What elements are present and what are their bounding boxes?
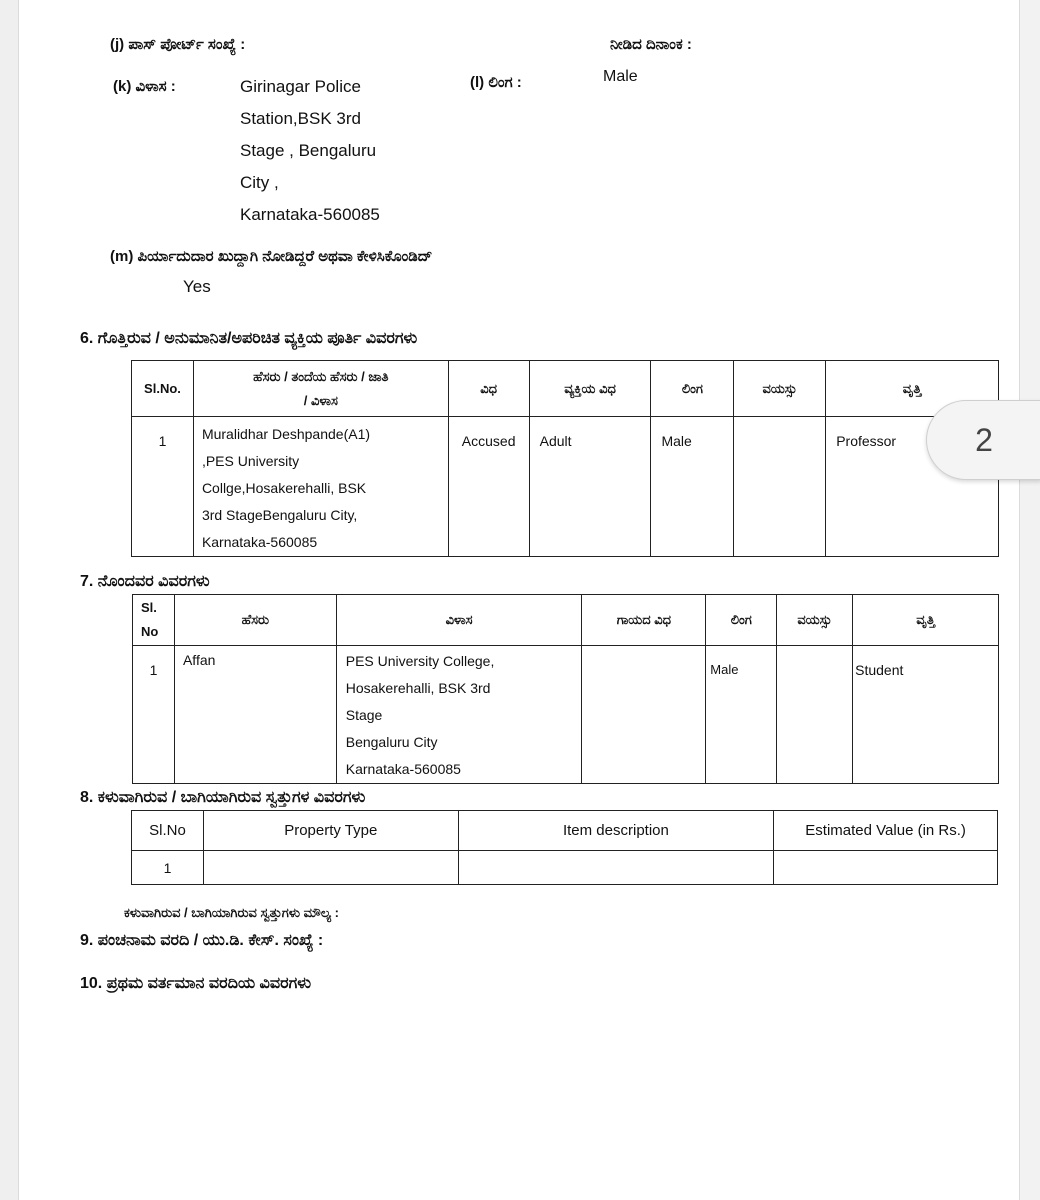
cell-item-description <box>458 851 774 885</box>
witness-label: (m) ಪಿರ್ಯಾದುದಾರ ಖುದ್ದಾಗಿ ನೋಡಿದ್ದರೆ ಅಥವಾ ಕೇಳಿಸಿಕೊಂಡಿದ್ <box>110 248 433 265</box>
col-slno-line: Sl. <box>141 600 157 615</box>
col-occupation: ವೃತ್ತಿ <box>826 361 999 417</box>
address-line: Stage , Bengaluru <box>240 141 377 160</box>
cell-slno: 1 <box>132 417 194 557</box>
col-person-type: ವ್ಯಕ್ತಿಯ ವಿಧ <box>529 361 651 417</box>
table-row <box>132 417 999 557</box>
cell-age <box>734 417 826 557</box>
section-8-title: 8. ಕಳುವಾಗಿರುವ / ಬಾಗಿಯಾಗಿರುವ ಸ್ವತ್ತುಗಳ ವಿವರಗಳು <box>80 789 366 806</box>
cell-slno: 1 <box>133 646 175 784</box>
passport-label: (j) ಪಾಸ್ ಪೋರ್ಟ್ ಸಂಖ್ಯೆ : <box>110 36 246 53</box>
section-10-title: 10. ಪ್ರಥಮ ವರ್ತಮಾನ ವರದಿಯ ವಿವರಗಳು <box>80 975 312 992</box>
cell-name: Affan <box>174 646 336 784</box>
cell-line: 3rd StageBengaluru City, <box>201 507 358 523</box>
cell-injury <box>582 646 706 784</box>
address-line: Station,BSK 3rd <box>240 109 361 128</box>
cell-gender: Male <box>706 646 777 784</box>
property-table <box>131 810 998 885</box>
col-gender: ಲಿಂಗ <box>651 361 734 417</box>
cell-line: Stage <box>345 707 383 723</box>
cell-line: Hosakerehalli, BSK 3rd <box>345 680 491 696</box>
cell-line: Collge,Hosakerehalli, BSK <box>201 480 367 496</box>
col-slno-line: No <box>141 624 159 639</box>
page-number-indicator: 2 <box>926 400 1040 480</box>
col-age: ವಯಸ್ಸು <box>777 595 853 646</box>
col-slno: Sl.No. <box>132 361 194 417</box>
passport-issued-label: ನೀಡಿದ ದಿನಾಂಕ : <box>610 36 692 53</box>
witness-value: Yes <box>183 277 211 296</box>
cell-line: Karnataka-560085 <box>201 534 318 550</box>
accused-table <box>131 360 999 557</box>
section-6-title: 6. ಗೊತ್ತಿರುವ / ಅನುಮಾನಿತ/ಅಪರಿಚಿತ ವ್ಯಕ್ತಿಯ ಪೂರ್ತಿ ವಿವರಗಳು <box>80 330 418 347</box>
address-line: Karnataka-560085 <box>240 205 380 224</box>
cell-line: Karnataka-560085 <box>345 761 461 777</box>
cell-estimated-value <box>774 851 998 885</box>
victim-table <box>132 594 999 784</box>
cell-occupation: Student <box>853 646 999 784</box>
address-line: Girinagar Police <box>240 77 361 96</box>
cell-line: Bengaluru City <box>345 734 438 750</box>
table-header-row <box>132 811 998 851</box>
cell-slno: 1 <box>132 851 204 885</box>
col-property-type: Property Type <box>203 811 458 851</box>
col-item-description: Item description <box>458 811 774 851</box>
gender-value: Male <box>603 68 638 85</box>
table-row <box>133 646 999 784</box>
col-name <box>193 361 448 417</box>
cell-occupation: Professor <box>826 417 999 557</box>
table-header-row <box>132 361 999 417</box>
gender-label: (l) ಲಿಂಗ : <box>470 74 522 91</box>
col-slno <box>133 595 175 646</box>
address-line: City , <box>240 173 279 192</box>
cell-person-type: Adult <box>529 417 651 557</box>
col-type: ವಿಧ <box>448 361 529 417</box>
col-gender: ಲಿಂಗ <box>706 595 777 646</box>
cell-line: Muralidhar Deshpande(A1) <box>201 426 371 442</box>
col-estimated-value: Estimated Value (in Rs.) <box>774 811 998 851</box>
address-label: (k) ವಿಳಾಸ : <box>113 78 176 95</box>
section-7-title: 7. ನೊಂದವರ ವಿವರಗಳು <box>80 573 210 590</box>
col-slno: Sl.No <box>132 811 204 851</box>
col-age: ವಯಸ್ಸು <box>734 361 826 417</box>
table-row <box>132 851 998 885</box>
viewer-left-edge <box>0 0 19 1200</box>
col-name: ಹೆಸರು <box>174 595 336 646</box>
col-occupation: ವೃತ್ತಿ <box>853 595 999 646</box>
cell-name <box>193 417 448 557</box>
cell-gender: Male <box>651 417 734 557</box>
col-address: ವಿಳಾಸ <box>336 595 582 646</box>
cell-line: PES University College, <box>345 653 495 669</box>
cell-line: ,PES University <box>201 453 300 469</box>
section-9-title: 9. ಪಂಚನಾಮ ವರದಿ / ಯು.ಡಿ. ಕೇಸ್. ಸಂಖ್ಯೆ : <box>80 932 324 949</box>
cell-property-type <box>203 851 458 885</box>
viewer-scrollbar[interactable] <box>1019 0 1040 1200</box>
cell-address <box>336 646 582 784</box>
property-total-label: ಕಳುವಾಗಿರುವ / ಬಾಗಿಯಾಗಿರುವ ಸ್ವತ್ತುಗಳು ಮೌಲ್ಯ : <box>124 905 340 920</box>
cell-type: Accused <box>448 417 529 557</box>
table-header-row <box>133 595 999 646</box>
cell-age <box>777 646 853 784</box>
col-name-line: ಹೆಸರು / ತಂದೆಯ ಹೆಸರು / ಜಾತಿ <box>253 368 389 384</box>
col-injury: ಗಾಯದ ವಿಧ <box>582 595 706 646</box>
col-name-line: / ವಿಳಾಸ <box>303 392 338 408</box>
